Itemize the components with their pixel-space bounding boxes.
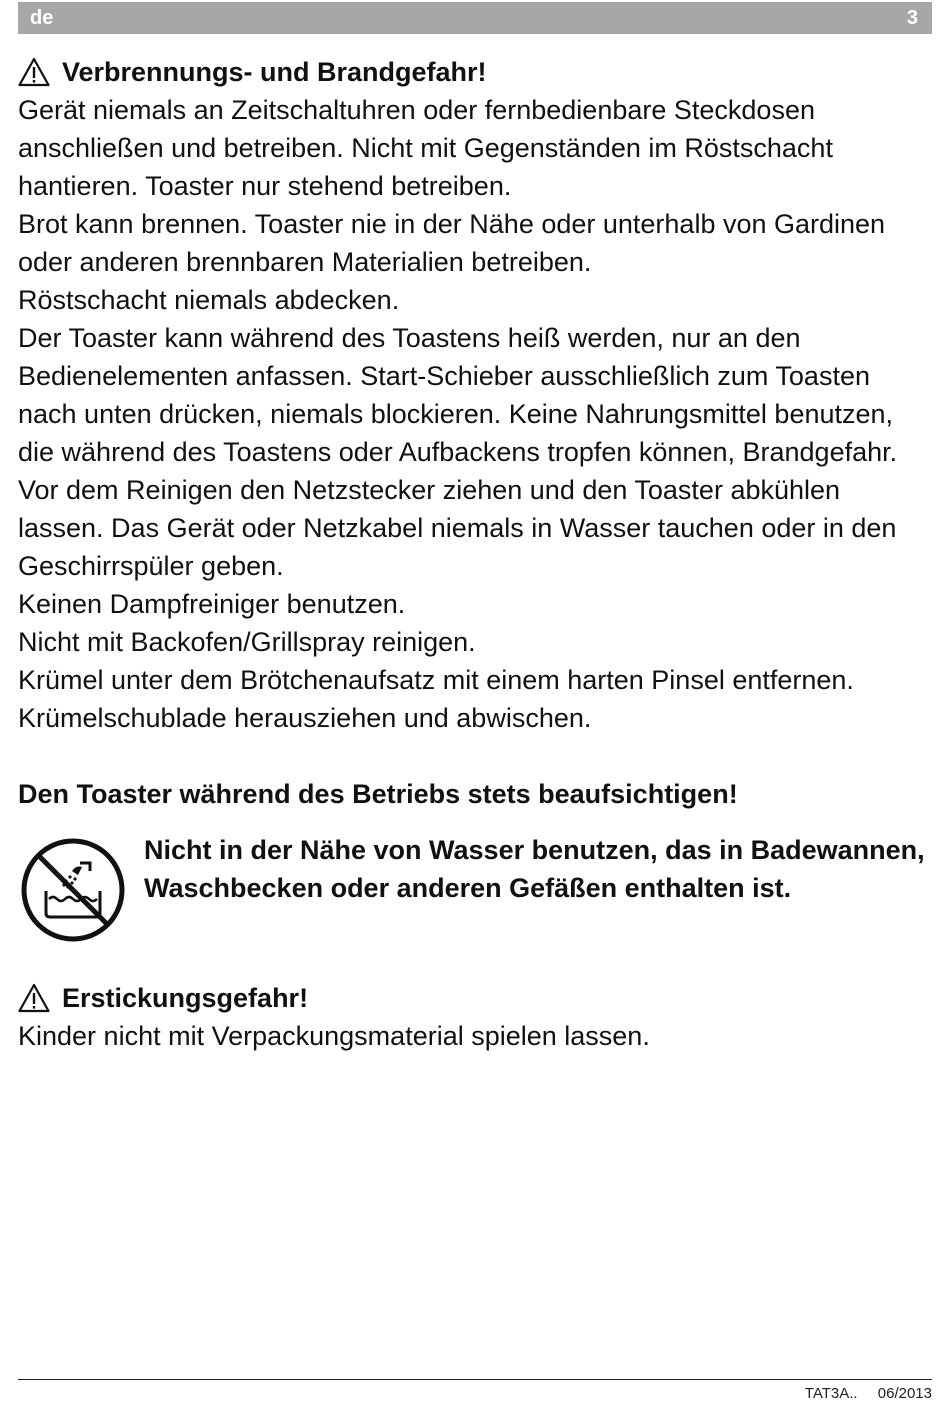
suffocation-warning-heading [18, 979, 932, 1017]
water-warning [18, 831, 932, 943]
burn-warning-heading [18, 53, 932, 91]
burn-paragraph-6: Keinen Dampfreiniger benutzen. [18, 589, 406, 619]
footer-date: 06/2013 [877, 1385, 932, 1402]
footer-model: TAT3A.. [804, 1385, 858, 1402]
page-footer [789, 1385, 932, 1402]
burn-paragraph-1: Gerät niemals an Zeitschaltuhren oder fernbedienbare Steckdosen anschließen und betreiben. Nicht mit Gegenständen im Röstschacht hantieren. Toaster nur stehend betreiben. [18, 95, 833, 201]
burn-paragraph-8: Krümel unter dem Brötchenaufsatz mit einem harten Pinsel entfernen. Krümelschublade herausziehen und abwischen. [18, 665, 854, 733]
burn-paragraph-5: Vor dem Reinigen den Netzstecker ziehen und den Toaster abkühlen lassen. Das Gerät oder Netzkabel niemals in Wasser tauchen oder in den Geschirrspüler geben. [18, 475, 897, 581]
no-water-icon [20, 837, 126, 943]
page-number: 3 [906, 7, 918, 29]
suffocation-warning-text: Kinder nicht mit Verpackungsmaterial spielen lassen. [18, 1021, 650, 1051]
page-header [18, 2, 932, 34]
supervise-notice: Den Toaster während des Betriebs stets beaufsichtigen! [18, 779, 738, 809]
page-content [18, 53, 932, 1055]
burn-paragraph-4: Der Toaster kann während des Toastens heiß werden, nur an den Bedienelementen anfassen. Start-Schieber ausschließlich zum Toasten nach unten drücken, niemals blockieren. Keine Nahrungsmittel benutzen, die während des Toastens oder Aufbackens tropfen können, Brandgefahr. [18, 323, 898, 467]
footer-divider [18, 1379, 932, 1380]
warning-triangle-icon [18, 57, 50, 87]
burn-paragraph-3: Röstschacht niemals abdecken. [18, 285, 400, 315]
suffocation-warning-title: Erstickungsgefahr! [62, 983, 309, 1013]
water-warning-text: Nicht in der Nähe von Wasser benutzen, das in Badewannen, Waschbecken oder anderen Gefäßen enthalten ist. [144, 835, 925, 903]
burn-paragraph-7: Nicht mit Backofen/Grillspray reinigen. [18, 627, 476, 657]
warning-triangle-icon [18, 983, 50, 1013]
burn-paragraph-2: Brot kann brennen. Toaster nie in der Nähe oder unterhalb von Gardinen oder anderen brennbaren Materialien betreiben. [18, 209, 886, 277]
language-code: de [30, 7, 54, 29]
burn-warning-title: Verbrennungs- und Brandgefahr! [62, 57, 487, 87]
